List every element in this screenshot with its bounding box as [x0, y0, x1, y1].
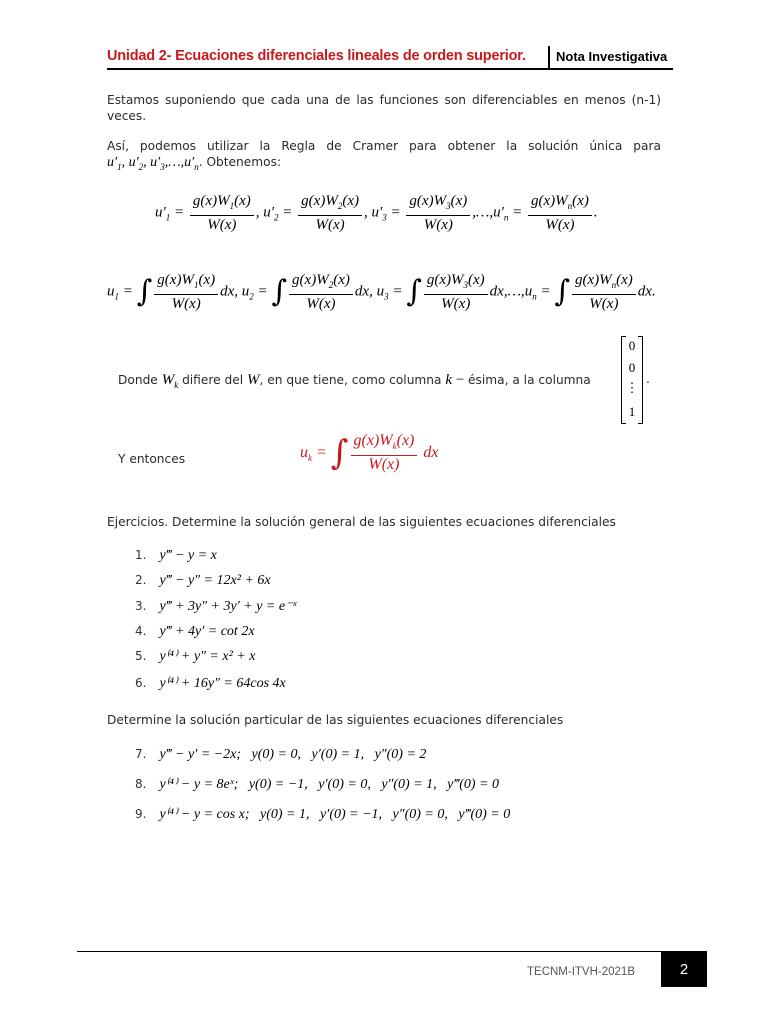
exercise-number: 8.	[135, 777, 147, 791]
wk-symbol: $W_k$	[161, 372, 179, 390]
exercise-equation: y‴ − y = x	[159, 548, 217, 563]
donde-text-1: Donde	[118, 373, 158, 387]
exercise-number: 6.	[135, 676, 147, 690]
exercise-item	[135, 572, 271, 589]
cramer-text-end: . Obtenemos:	[198, 155, 282, 169]
exercise-equation: y⁽⁴⁾ − y = 8eˣ; y(0) = −1, y′(0) = 0, y″(0) = 1, y‴(0) = 0	[159, 777, 500, 792]
exercise-number: 7.	[135, 747, 147, 761]
donde-text-3: , en que tiene, como columna	[259, 373, 442, 387]
exercise-number: 4.	[135, 624, 147, 638]
equation-uprime: $u'_1$ = $\frac{g(x)W_1(x)}{W(x)}$ , $u'_2$ = $\frac{g(x)W_2(x)}{W(x)}$ , $u'_3$ = $\frac{g(x)W_3(x)}{W(x)}$ $,\dots,u'_n$ = $\frac{g(x)W_n(x)}{W(x)}$ .	[155, 193, 598, 233]
w-symbol: W	[246, 372, 260, 388]
u-prime-list: $u'_1$, $u'_2$, $u'_3,\dots,u'_n$	[107, 155, 199, 172]
column-matrix	[621, 336, 643, 424]
exercise-item	[135, 806, 510, 823]
intro-paragraph: Estamos suponiendo que cada una de las funciones son diferenciables en menos (n-1) veces.	[107, 93, 661, 123]
exercise-item	[135, 648, 255, 665]
header-divider	[548, 46, 550, 68]
particular-title: Determine la solución particular de las siguientes ecuaciones diferenciales	[107, 713, 564, 727]
cramer-text: Así, podemos utilizar la Regla de Cramer para obtener la solución única para	[107, 139, 661, 153]
exercise-item	[135, 623, 255, 640]
donde-text-4: ésima, a la columna	[468, 373, 591, 387]
uk-formula: $u_k$ = ∫ $\frac{g(x)W_k(x)}{W(x)}$ dx	[300, 432, 439, 474]
exercise-equation: y⁽⁴⁾ + y″ = x² + x	[159, 649, 256, 664]
exercise-equation: y⁽⁴⁾ + 16y″ = 64cos 4x	[159, 676, 286, 691]
exercise-item	[135, 675, 286, 692]
matrix-entry: ⋮	[625, 380, 639, 395]
ejercicios-title: Ejercicios. Determine la solución general de las siguientes ecuaciones diferenciales	[107, 515, 616, 529]
matrix-entry: 0	[628, 338, 636, 353]
equation-integrals: $u_1$ = ∫ $\frac{g(x)W_1(x)}{W(x)}$ dx, $u_2$ = ∫ $\frac{g(x)W_2(x)}{W(x)}$ dx, $u_3$ = ∫ $\frac{g(x)W_3(x)}{W(x)}$ $dx,\dots,u_n$ = ∫ $\frac{g(x)W_n(x)}{W(x)}$ dx.	[107, 272, 656, 312]
exercise-equation: y⁽⁴⁾ − y = cos x; y(0) = 1, y′(0) = −1, y″(0) = 0, y‴(0) = 0	[159, 807, 511, 822]
page-number: 2	[661, 951, 707, 987]
header-rule	[107, 68, 673, 70]
exercise-equation: y‴ + 3y″ + 3y′ + y = e⁻ˣ	[159, 599, 297, 614]
exercise-number: 5.	[135, 649, 147, 663]
exercise-item	[135, 547, 217, 564]
y-entonces-label: Y entonces	[118, 452, 186, 466]
exercise-item	[135, 776, 499, 793]
exercise-item	[135, 746, 426, 763]
exercise-number: 2.	[135, 573, 147, 587]
exercise-equation: y‴ − y′ = −2x; y(0) = 0, y′(0) = 1, y″(0) = 2	[159, 747, 427, 762]
cramer-paragraph	[107, 138, 661, 154]
matrix-entry: 1	[628, 404, 636, 419]
exercise-number: 3.	[135, 599, 147, 613]
exercise-number: 1.	[135, 548, 147, 562]
exercise-equation: y‴ + 4y′ = cot 2x	[159, 624, 255, 639]
page-header-title: Unidad 2- Ecuaciones diferenciales lineales de orden superior.	[107, 48, 526, 64]
exercise-item	[135, 598, 296, 615]
exercise-equation: y‴ − y″ = 12x² + 6x	[159, 573, 271, 588]
footer-label: TECNM-ITVH-2021B	[527, 966, 635, 978]
k-symbol: k	[445, 372, 453, 388]
matrix-entry: 0	[628, 360, 636, 375]
cramer-line-2	[107, 155, 281, 172]
donde-text-2: difiere del	[182, 373, 244, 387]
donde-line: Donde $W_k$ difiere del W, en que tiene, como columna k − ésima, a la columna	[118, 372, 591, 390]
exercise-number: 9.	[135, 807, 147, 821]
header-note-label: Nota Investigativa	[556, 49, 668, 64]
footer-rule	[77, 951, 707, 952]
